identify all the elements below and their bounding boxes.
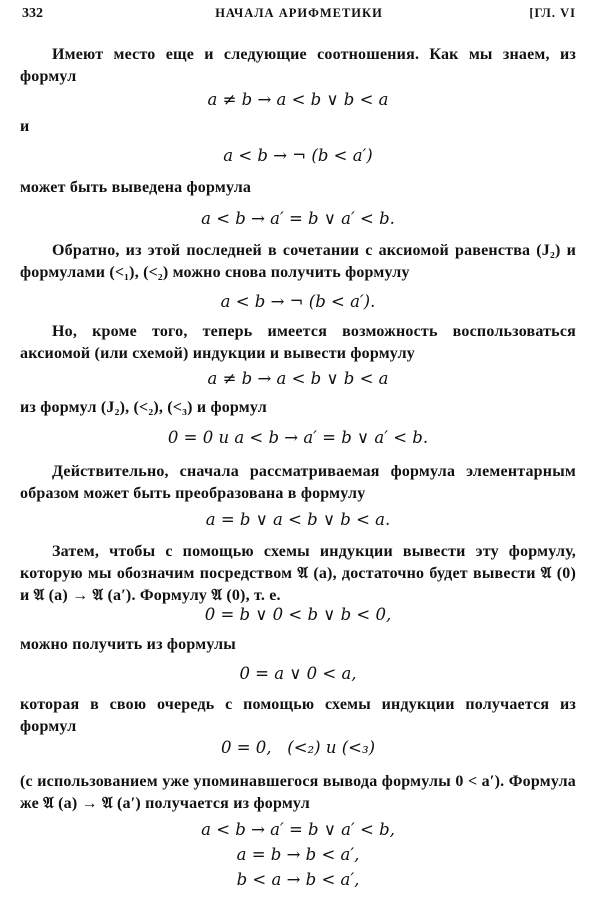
formula-9: 0 = a ∨ 0 < a, [239, 664, 357, 683]
formula-4: a < b → ¬ (b < a′). [220, 292, 376, 311]
formula-2: a < b → ¬ (b < a′) [223, 146, 373, 165]
paragraph-7: Затем, чтобы с помощью схемы индукции вывести эту формулу, которую мы обозначим посредством 𝔄 (a), достаточно будет вывести 𝔄 (0) и 𝔄 (a) → 𝔄 (a′). Формулу 𝔄 (0), т. е. [20, 543, 576, 604]
page-number: 332 [22, 6, 43, 21]
formula-1: a ≠ b → a < b ∨ b < a [207, 90, 389, 109]
paragraph-10: (с использованием уже упоминавшегося вывода формулы 0 < a′). Формула же 𝔄 (a) → 𝔄 (a′) получается из формул [20, 773, 576, 812]
running-header [22, 6, 576, 26]
formula-6: 0 = 0 и a < b → a′ = b ∨ a′ < b. [167, 428, 429, 447]
chapter-marker: [ГЛ. VI [529, 6, 576, 20]
paragraph-6: Действительно, сначала рассматриваемая формула элементарным образом может быть преобразована в формулу [20, 463, 576, 502]
formula-7: a = b ∨ a < b ∨ b < a. [205, 510, 391, 529]
formula-12: a = b → b < a′, [236, 845, 360, 864]
paragraph-5: из формул (J₂), (<₂), (<₃) и формул [20, 399, 267, 416]
paragraph-1: Имеют место еще и следующие соотношения. Как мы знаем, из формул [20, 46, 576, 85]
formula-11: a < b → a′ = b ∨ a′ < b, [201, 820, 395, 839]
paragraph-8: можно получить из формулы [20, 636, 236, 653]
formula-10: 0 = 0, (<₂) и (<₃) [220, 738, 376, 757]
running-title: НАЧАЛА АРИФМЕТИКИ [215, 6, 383, 20]
paragraph-9: которая в свою очередь с помощью схемы индукции получается из формул [20, 696, 576, 735]
formula-8: 0 = b ∨ 0 < b ∨ b < 0, [204, 605, 392, 624]
paragraph-3: Обратно, из этой последней в сочетании с аксиомой равенства (J₂) и формулами (<₁), (<₂) можно снова получить формулу [20, 242, 576, 281]
conjunction-and: и [20, 118, 30, 135]
paragraph-2: может быть выведена формула [20, 179, 252, 196]
formula-13: b < a → b < a′, [236, 870, 360, 889]
paragraph-4: Но, кроме того, теперь имеется возможность воспользоваться аксиомой (или схемой) индукции и вывести формулу [20, 323, 576, 362]
formula-3: a < b → a′ = b ∨ a′ < b. [201, 209, 395, 228]
formula-5: a ≠ b → a < b ∨ b < a [207, 369, 389, 388]
